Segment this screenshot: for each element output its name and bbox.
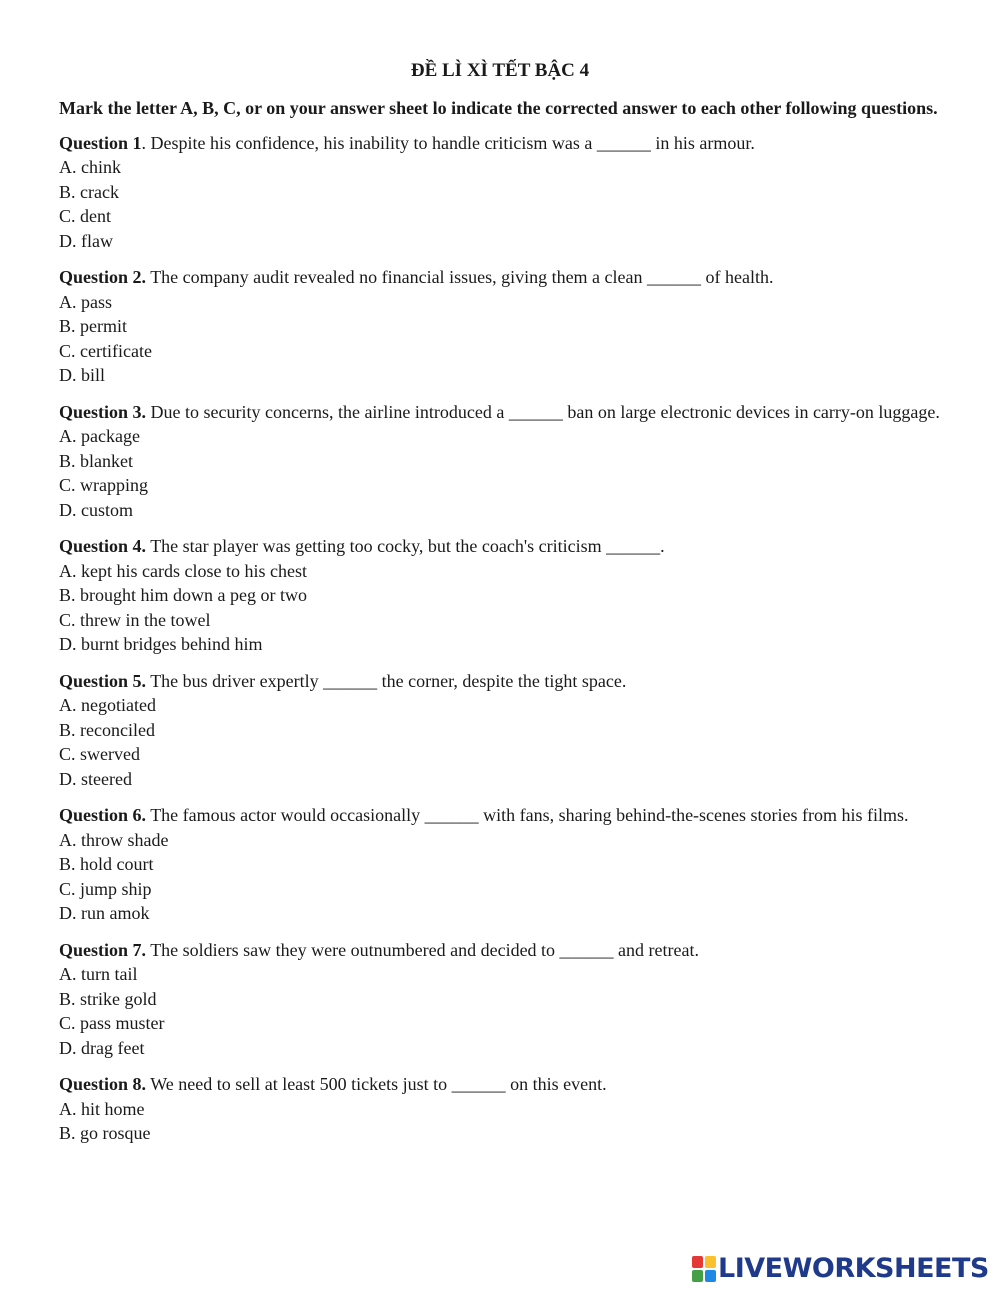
worksheet-page (59, 58, 941, 1158)
question-stem (59, 938, 941, 963)
question-text: Due to security concerns, the airline introduced a ______ ban on large electronic devices in carry-on luggage. (146, 401, 940, 422)
answer-option[interactable]: A. negotiated (59, 695, 156, 715)
question-stem (59, 669, 941, 694)
question-3 (59, 400, 941, 523)
answer-option[interactable]: D. custom (59, 499, 133, 520)
answer-option[interactable]: B. go rosque (59, 1123, 151, 1143)
answer-option[interactable]: B. reconciled (59, 719, 155, 740)
question-7 (59, 938, 941, 1061)
answer-option[interactable]: B. blanket (59, 450, 133, 471)
question-text: . Despite his confidence, his inability to handle criticism was a ______ in his armour. (141, 132, 755, 153)
answer-option[interactable]: D. burnt bridges behind him (59, 634, 263, 654)
answer-option[interactable]: C. dent (59, 206, 111, 226)
answer-option[interactable]: B. crack (59, 181, 119, 202)
answer-option[interactable]: A. throw shade (59, 829, 169, 850)
question-label: Question 5. (59, 670, 147, 691)
answer-option[interactable]: C. certificate (59, 340, 152, 361)
question-stem (59, 400, 941, 425)
question-stem (59, 265, 941, 290)
answer-option[interactable]: C. jump ship (59, 878, 152, 899)
question-5 (59, 669, 941, 792)
liveworksheets-logo-text: LIVEWORKSHEETS (718, 1253, 989, 1284)
question-1 (59, 131, 941, 254)
question-label: Question 2. (59, 267, 147, 287)
worksheet-title: ĐỀ LÌ XÌ TẾT BẬC 4 (410, 60, 590, 81)
instructions-text: Mark the letter A, B, C, or on your answer sheet lo indicate the corrected answer to each other following questions. (59, 98, 938, 118)
question-list (59, 131, 941, 1146)
question-label: Question 8. (59, 1074, 147, 1094)
liveworksheets-logo-icon (692, 1256, 716, 1282)
answer-option[interactable]: A. pass (59, 291, 112, 312)
question-stem (59, 1072, 941, 1097)
liveworksheets-logo (692, 1254, 989, 1284)
answer-option[interactable]: C. wrapping (59, 475, 148, 495)
question-label: Question 7. (59, 939, 147, 960)
answer-option[interactable]: D. bill (59, 365, 106, 385)
question-stem (59, 131, 941, 156)
question-2 (59, 265, 941, 388)
answer-option[interactable]: A. hit home (59, 1098, 145, 1119)
question-4 (59, 534, 941, 657)
question-stem (59, 534, 941, 559)
answer-option[interactable]: C. threw in the towel (59, 609, 211, 630)
answer-option[interactable]: C. pass muster (59, 1013, 165, 1033)
question-text: The company audit revealed no financial issues, giving them a clean ______ of health. (146, 267, 774, 287)
answer-option[interactable]: A. package (59, 426, 140, 446)
answer-option[interactable]: B. brought him down a peg or two (59, 585, 307, 605)
question-stem (59, 803, 941, 828)
answer-option[interactable]: D. flaw (59, 230, 113, 251)
question-label: Question 4. (59, 536, 147, 556)
question-6 (59, 803, 941, 926)
answer-option[interactable]: A. chink (59, 157, 121, 177)
question-8 (59, 1072, 941, 1146)
answer-option[interactable]: A. turn tail (59, 964, 138, 984)
answer-option[interactable]: B. hold court (59, 854, 154, 874)
question-label: Question 6. (59, 805, 147, 825)
answer-option[interactable]: D. drag feet (59, 1037, 145, 1058)
answer-option[interactable]: A. kept his cards close to his chest (59, 560, 307, 581)
question-text: The bus driver expertly ______ the corner, despite the tight space. (146, 670, 627, 691)
answer-option[interactable]: B. permit (59, 316, 127, 336)
answer-option[interactable]: D. run amok (59, 903, 150, 923)
question-text: The star player was getting too cocky, but the coach's criticism ______. (146, 536, 665, 556)
answer-option[interactable]: D. steered (59, 768, 132, 789)
question-text: The soldiers saw they were outnumbered and decided to ______ and retreat. (146, 939, 700, 960)
question-text: The famous actor would occasionally ______ with fans, sharing behind-the-scenes stories from his films. (146, 805, 909, 825)
question-text: We need to sell at least 500 tickets just to ______ on this event. (146, 1074, 607, 1094)
question-label: Question 1 (59, 132, 142, 153)
question-label: Question 3. (59, 401, 147, 422)
answer-option[interactable]: C. swerved (59, 744, 140, 764)
answer-option[interactable]: B. strike gold (59, 988, 157, 1009)
